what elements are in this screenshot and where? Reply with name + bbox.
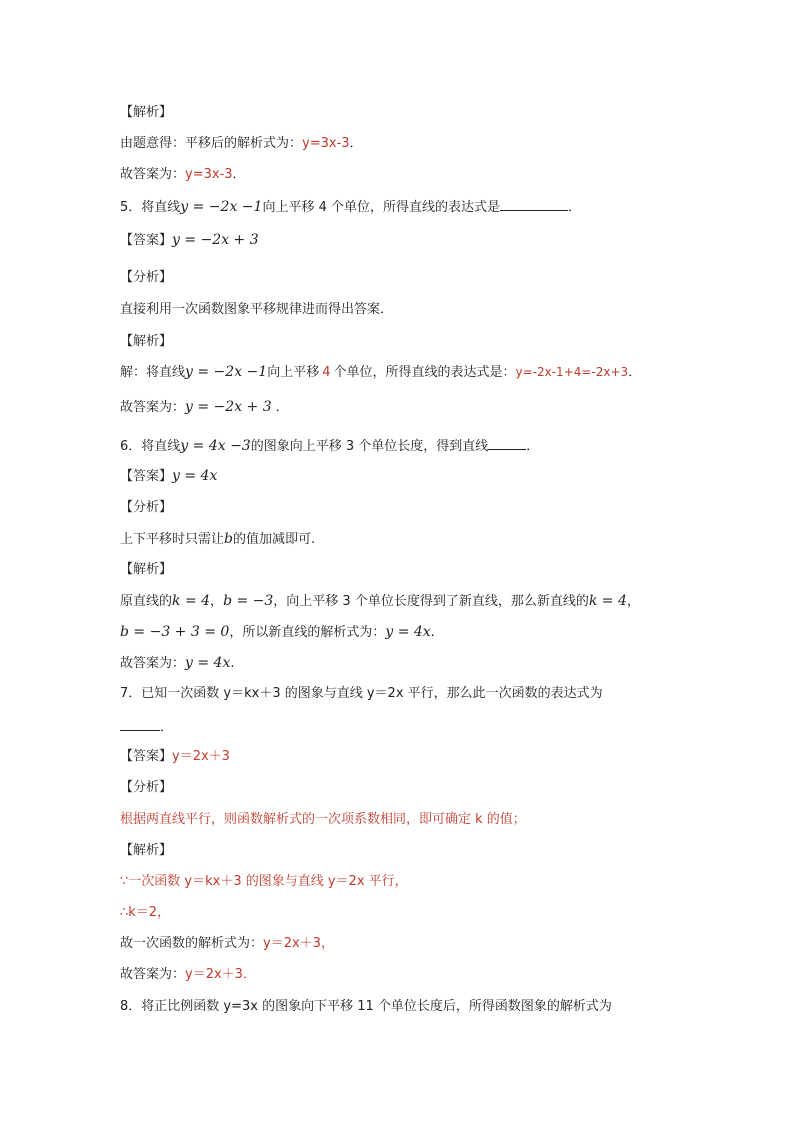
label: 【分析】	[120, 500, 173, 515]
number: 4	[322, 365, 331, 380]
text-line	[120, 134, 363, 154]
punct: ．	[275, 400, 289, 415]
text: 个单位，所得直线的表达式是：	[333, 365, 516, 380]
formula: y＝2x＋3	[263, 936, 321, 951]
text: 由题意得：平移后的解析式为：	[120, 136, 303, 151]
punct: ．	[526, 439, 540, 454]
analysis-heading	[120, 268, 172, 288]
section-jiexi-heading	[120, 103, 172, 123]
answer-blank	[488, 435, 526, 450]
formula: b	[224, 531, 233, 547]
formula: y = 4x	[385, 624, 431, 640]
label: 【分析】	[120, 780, 173, 795]
formula: y = −2x −1	[185, 364, 268, 380]
analysis-heading	[120, 778, 172, 798]
analysis-heading	[120, 498, 172, 518]
formula: y＝2x	[327, 874, 365, 889]
label: 【答案】	[120, 469, 173, 484]
answer-blank	[120, 716, 160, 731]
question-8	[120, 997, 612, 1017]
label: 【解析】	[120, 843, 173, 858]
text: ∵一次函数	[120, 874, 185, 889]
section-jiexi-heading	[120, 841, 172, 861]
text: 向上平移	[267, 365, 320, 380]
text-line	[120, 397, 289, 418]
text: 向上平移 4 个单位，所得直线的表达式是	[262, 200, 500, 215]
label: 【答案】	[120, 749, 173, 764]
text-line	[120, 903, 170, 923]
text: 的值加减即可.	[232, 532, 316, 547]
section-jiexi-heading	[120, 560, 172, 580]
text-line	[120, 165, 246, 185]
text-line	[120, 529, 315, 550]
answer-6	[120, 466, 217, 487]
question-5	[120, 196, 581, 218]
formula: y = 4x	[172, 468, 218, 484]
label: 【解析】	[120, 105, 173, 120]
formula: y＝kx＋3	[184, 874, 242, 889]
formula: y=3x-3	[302, 136, 350, 151]
text: 故答案为：	[120, 967, 186, 982]
label: 【分析】	[120, 270, 173, 285]
punct: .	[230, 656, 235, 671]
text: 解：将直线	[120, 365, 186, 380]
formula: k = 4	[172, 593, 211, 609]
formula: y=3x-3	[185, 167, 233, 182]
text: 8．将正比例函数 y=3x 的图象向下平移 11 个单位长度后，所得函数图象的解析式为	[120, 999, 612, 1014]
punct: ．	[628, 365, 642, 380]
text: 6．将直线	[120, 439, 181, 454]
punct: ，	[210, 594, 224, 609]
formula: y＝2x＋3	[185, 967, 243, 982]
text: 的图象向上平移 3 个单位长度，得到直线	[250, 439, 489, 454]
formula: y＝2x＋3	[172, 749, 230, 764]
formula: b = −3 + 3 = 0	[120, 624, 230, 640]
text: 故答案为：	[120, 656, 186, 671]
answer-blank	[500, 196, 568, 211]
punct: ，	[626, 594, 640, 609]
text: 根据两直线平行，则函数解析式的一次项系数相同，即可确定 k 的值；	[120, 812, 526, 827]
text: 5．将直线	[120, 200, 181, 215]
formula: y = −2x + 3	[185, 399, 272, 415]
formula: y = 4x −3	[180, 438, 251, 454]
text: 原直线的	[120, 594, 173, 609]
formula: y = −2x + 3	[172, 232, 259, 248]
text-line	[120, 934, 334, 954]
text: 故一次函数的解析式为：	[120, 936, 264, 951]
label: 【解析】	[120, 334, 173, 349]
text-line	[120, 591, 640, 612]
formula: k = 4	[588, 593, 627, 609]
question-6	[120, 435, 539, 457]
text: 故答案为：	[120, 400, 186, 415]
text: ，向上平移 3 个单位长度得到了新直线，那么新直线的	[273, 594, 589, 609]
punct: ．	[242, 967, 256, 982]
text: 7．已知一次函数 y＝kx＋3 的图象与直线 y＝2x 平行，那么此一次函数的表达式为	[120, 686, 603, 701]
text-line	[120, 872, 408, 892]
text: 平行，	[364, 874, 408, 889]
formula: ∴k＝2，	[120, 905, 171, 920]
text-line	[120, 653, 235, 674]
formula: b = −3	[223, 593, 274, 609]
text: 的图象与直线	[241, 874, 328, 889]
text-line	[120, 810, 526, 830]
text: ，所以新直线的解析式为：	[229, 625, 386, 640]
label: 【答案】	[120, 233, 173, 248]
answer-7	[120, 747, 230, 767]
text: 直接利用一次函数图象平移规律进而得出答案．	[120, 302, 394, 317]
punct: ．	[160, 720, 174, 735]
punct: .	[430, 625, 435, 640]
punct: ．	[232, 167, 246, 182]
text-line	[120, 300, 393, 320]
text-line	[120, 362, 641, 383]
text: 故答案为：	[120, 167, 186, 182]
punct: ．	[568, 200, 582, 215]
punct: ，	[320, 936, 334, 951]
formula: y=-2x-1+4=-2x+3	[515, 365, 629, 379]
question-7-blank-line	[120, 716, 173, 738]
label: 【解析】	[120, 562, 173, 577]
section-jiexi-heading	[120, 332, 172, 352]
text-line	[120, 965, 256, 985]
formula: y = −2x −1	[180, 199, 263, 215]
text-line	[120, 622, 435, 643]
formula: y = 4x	[185, 655, 231, 671]
question-7	[120, 684, 603, 704]
text: 上下平移时只需让	[120, 532, 225, 547]
punct: ．	[349, 136, 363, 151]
answer-5	[120, 230, 259, 251]
